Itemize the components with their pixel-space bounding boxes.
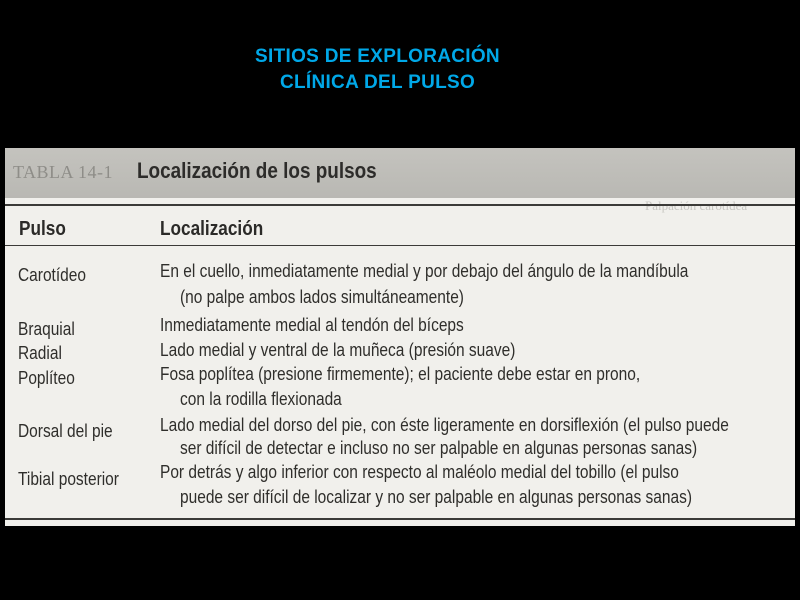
row-radial-pulse: Radial (18, 343, 62, 363)
row-brachial-pulse: Braquial (18, 319, 75, 339)
bleed-through-text (645, 198, 747, 214)
table-number: TABLA 14-1 (13, 162, 114, 182)
slide-title-line-2: CLÍNICA DEL PULSO (279, 72, 476, 93)
row-posterior-tibial-location-1: Por detrás y algo inferior con respecto al maléolo medial del tobillo (el pulso (160, 462, 679, 482)
slide-title-line-1: SITIOS DE EXPLORACIÓN (255, 46, 500, 67)
table-bottom-rule (5, 518, 795, 520)
row-carotid-location-1: En el cuello, inmediatamente medial y por debajo del ángulo de la mandíbula (160, 261, 689, 281)
row-popliteal-location-2: con la rodilla flexionada (180, 389, 342, 409)
table-title: Localización de los pulsos (137, 158, 377, 183)
table-top-rule (5, 204, 795, 206)
column-header-pulse: Pulso (19, 218, 66, 240)
row-popliteal-location-1: Fosa poplítea (presione firmemente); el paciente debe estar en prono, (160, 364, 641, 384)
row-brachial-location-1: Inmediatamente medial al tendón del bíceps (160, 315, 464, 335)
slide-title (0, 44, 755, 96)
row-radial-location-1: Lado medial y ventral de la muñeca (presión suave) (160, 340, 516, 360)
row-popliteal-pulse: Poplíteo (18, 368, 75, 388)
row-dorsalis-pedis-location-1: Lado medial del dorso del pie, con éste ligeramente en dorsiflexión (el pulso puede (160, 415, 729, 435)
row-posterior-tibial-location-2: puede ser difícil de localizar y no ser palpable en algunas personas sanas) (180, 487, 693, 507)
table-header-rule (5, 245, 795, 246)
column-header-location: Localización (160, 218, 264, 240)
row-carotid-pulse: Carotídeo (18, 265, 86, 285)
row-dorsalis-pedis-location-2: ser difícil de detectar e incluso no ser palpable en algunas personas sanas) (180, 438, 698, 458)
row-dorsalis-pedis-pulse: Dorsal del pie (18, 421, 113, 441)
row-posterior-tibial-pulse: Tibial posterior (18, 469, 119, 489)
table-caption-bar (5, 148, 795, 198)
row-carotid-location-2: (no palpe ambos lados simultáneamente) (180, 287, 464, 307)
scanned-table-image (5, 148, 795, 526)
